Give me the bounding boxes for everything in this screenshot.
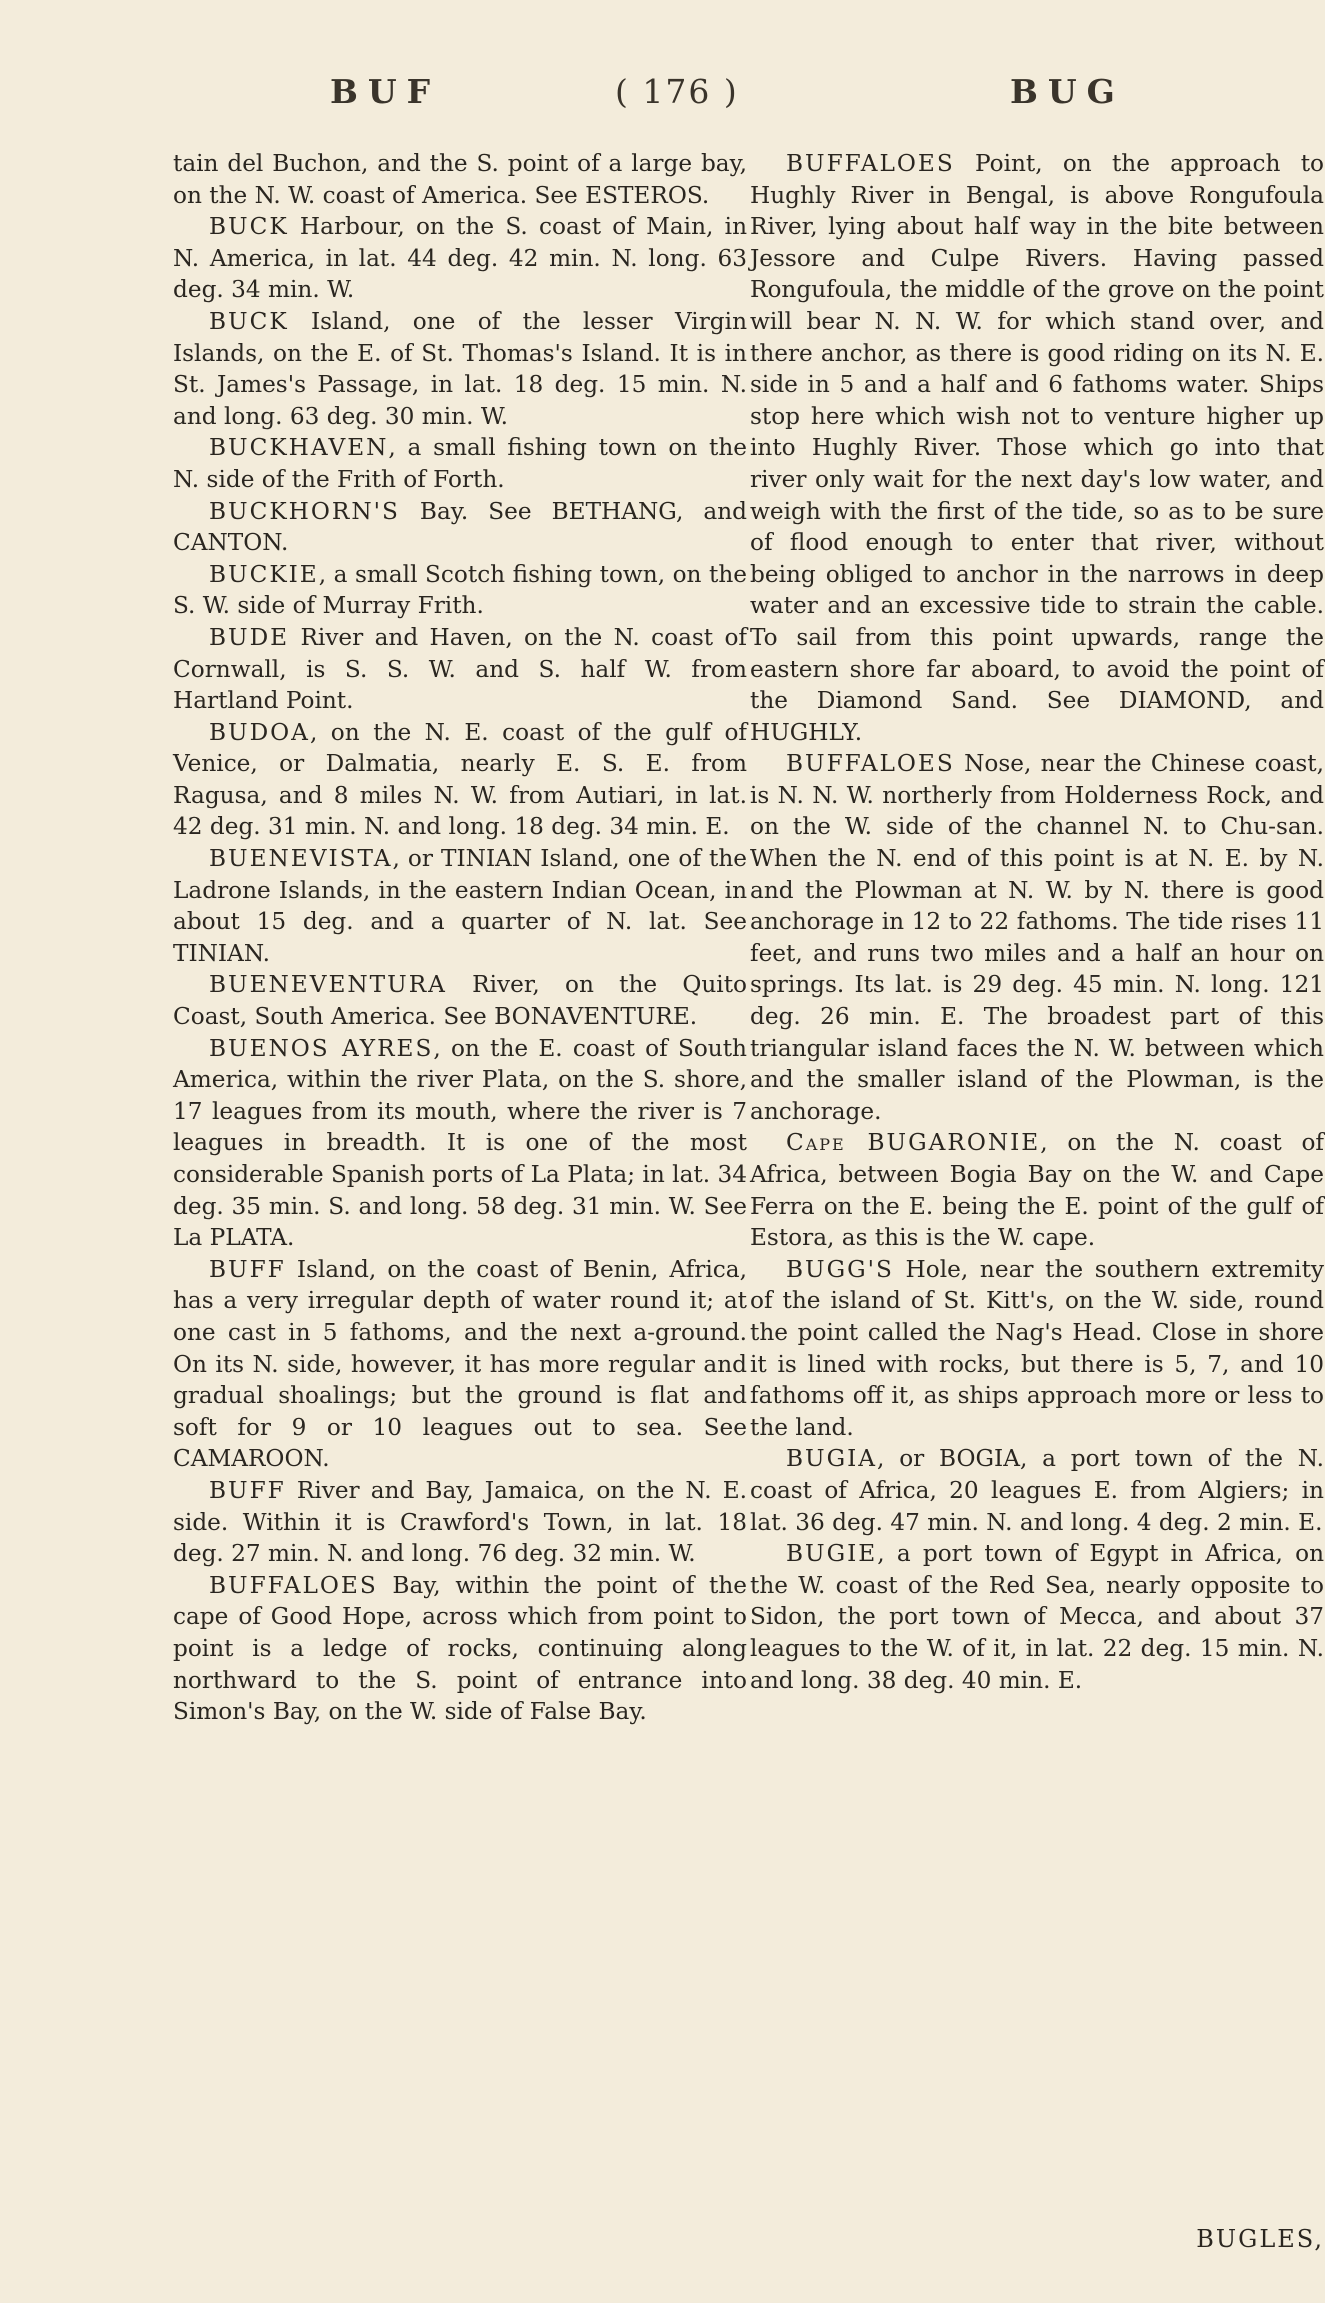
entry-text: , a small Scotch fishing town, on the S. W. side of Murray Frith. (173, 560, 747, 620)
entry-text: tain del Buchon, and the S. point of a large bay, on the N. W. coast of America. See ESTEROS. (173, 150, 747, 209)
entry (173, 622, 747, 717)
entry-headword: BUENEVISTA (209, 845, 393, 873)
catchword: BUGLES, (1196, 2225, 1324, 2253)
entry-text: , on the E. coast of South America, within the river Plata, on the S. shore, 17 leagues from its mouth, where the river is 7 leagues in breadth. It is one of the most considerable Spanish ports of La Plata; in lat. 34 deg. 35 min. S. and long. 58 deg. 31 min. W. See La PLATA. (173, 1034, 747, 1252)
entry (173, 1475, 747, 1570)
entry-text: Nose, near the Chinese coast, is N. N. W. northerly from Holderness Rock, and on the W. side of the channel N. to Chu-san. When the N. end of this point is at N. E. by N. and the Plowman at N. W. by N. there is good anchorage in 12 to 22 fathoms. The tide rises 11 feet, and runs two miles and a half an hour on springs. Its lat. is 29 deg. 45 min. N. long. 121 deg. 26 min. E. The broadest part of this triangular island faces the N. W. between which and the smaller island of the Plowman, is the anchorage. (750, 750, 1324, 1125)
entry-headword: BUFFALOES (209, 1571, 378, 1599)
entry-headword: BUFF (209, 1476, 286, 1504)
entry-headword: BUDE (209, 623, 290, 651)
entry-text: , on the N. E. coast of the gulf of Venice, or Dalmatia, nearly E. S. E. from Ragusa, and 8 miles N. W. from Autiari, in lat. 42 deg. 31 min. N. and long. 18 deg. 34 min. E. (173, 718, 747, 841)
entry (173, 1570, 747, 1728)
entry-text: , or BOGIA, a port town of the N. coast of Africa, 20 leagues E. from Algiers; in lat. 36 deg. 47 min. N. and long. 4 deg. 2 min. E. (750, 1445, 1324, 1536)
entry-headword: BUGIE (786, 1540, 878, 1568)
entry-text: , a small fishing town on the N. side of the Frith of Forth. (173, 434, 747, 493)
entry-text: Hole, near the southern extremity of the island of St. Kitt's, on the W. side, round the point called the Nag's Head. Close in shore it is lined with rocks, but there is 5, 7, and 10 fathoms off it, as ships approach more or less to the land. (750, 1255, 1324, 1441)
entry-text: , or TINIAN Island, one of the Ladrone Islands, in the eastern Indian Ocean, in about 15 deg. and a quarter of N. lat. See TINIAN. (173, 845, 747, 967)
entry (173, 717, 747, 843)
page-header (0, 72, 1325, 132)
entry-headword: BUCKHAVEN (209, 434, 389, 462)
page-number: ( 176 ) (615, 72, 739, 111)
entry-headword: BUFFALOES (786, 150, 955, 177)
entry (750, 1127, 1324, 1253)
entry-text: River and Bay, Jamaica, on the N. E. side. Within it is Crawford's Town, in lat. 18 deg. 27 min. N. and long. 76 deg. 32 min. W. (173, 1476, 747, 1568)
entry (750, 1443, 1324, 1538)
header-right-guideword: BUG (1010, 72, 1125, 111)
entry-text: Point, on the approach to Hughly River in Bengal, is above Rongufoula River, lying about half way in the bite between Jessore and Culpe Rivers. Having passed Rongufoula, the middle of the grove on the point will bear N. N. W. for which stand over, and there anchor, as there is good riding on its N. E. side in 5 and a half and 6 fathoms water. Ships stop here which wish not to venture higher up into Hughly River. Those which go into that river only wait for the next day's low water, and weigh with the first of the tide, so as to be sure of flood enough to enter that river, without being obliged to anchor in the narrows in deep water and an excessive tide to strain the cable. To sail from this point upwards, range the eastern shore far aboard, to avoid the point of the Diamond Sand. See DIAMOND, and HUGHLY. (750, 150, 1324, 746)
entry-headword: BUDOA (209, 718, 310, 746)
entry (173, 496, 747, 559)
entry-text: Bay, within the point of the cape of Good Hope, across which from point to point is a ledge of rocks, continuing along northward to the S. point of entrance into Simon's Bay, on the W. side of False Bay. (173, 1571, 747, 1726)
entry (750, 748, 1324, 1127)
entry (750, 148, 1324, 748)
entry-text: Island, on the coast of Benin, Africa, has a very irregular depth of water round it; at one cast in 5 fathoms, and the next a-ground. On its N. side, however, it has more regular and gradual shoalings; but the ground is flat and soft for 9 or 10 leagues out to sea. See CAMAROON. (173, 1255, 747, 1473)
entry-text: Harbour, on the S. coast of Main, in N. America, in lat. 44 deg. 42 min. N. long. 63 deg. 34 min. W. (173, 213, 747, 304)
entry-headword: BUCK (209, 213, 289, 241)
entry-headword: BUCK (209, 307, 289, 335)
entry (173, 1033, 747, 1254)
entry-headword: BUENOS AYRES (209, 1034, 434, 1062)
entry (173, 559, 747, 622)
entry-headword: BUGG'S (786, 1255, 894, 1283)
entry-headword: BUCKHORN'S (209, 497, 400, 525)
entry (173, 148, 747, 211)
entry-headword: BUCKIE (209, 560, 319, 588)
entry (173, 211, 747, 306)
entry (173, 843, 747, 969)
entry-text: , on the N. coast of Africa, between Bogia Bay on the W. and Cape Ferra on the E. being the E. point of the gulf of Estora, as this is the W. cape. (750, 1129, 1324, 1252)
entry-headword: BUGIA (786, 1445, 878, 1473)
entry (173, 306, 747, 432)
entry (173, 969, 747, 1032)
entry-text: , a port town of Egypt in Africa, on the W. coast of the Red Sea, nearly opposite to Sidon, the port town of Mecca, and about 37 leagues to the W. of it, in lat. 22 deg. 15 min. N. and long. 38 deg. 40 min. E. (750, 1540, 1324, 1694)
entry-headword: BUFFALOES (786, 750, 955, 778)
entry (173, 432, 747, 495)
entry-text: Bay. See BETHANG, and CANTON. (173, 497, 747, 557)
right-column (750, 148, 1324, 1696)
entry-headword: Cape BUGARONIE (786, 1129, 1041, 1157)
entry-text: River, on the Quito Coast, South America. See BONAVENTURE. (173, 971, 747, 1031)
entry-text: River and Haven, on the N. coast of Cornwall, is S. S. W. and S. half W. from Hartland Point. (173, 623, 747, 715)
entry-headword: BUFF (209, 1255, 286, 1283)
header-left-guideword: BUF (330, 72, 441, 111)
left-column (173, 148, 747, 1728)
entry (750, 1254, 1324, 1444)
entry (750, 1538, 1324, 1696)
entry (173, 1254, 747, 1475)
entry-headword: BUENEVENTURA (209, 971, 447, 999)
entry-text: Island, one of the lesser Virgin Islands, on the E. of St. Thomas's Island. It is in St. James's Passage, in lat. 18 deg. 15 min. N. and long. 63 deg. 30 min. W. (173, 307, 747, 430)
